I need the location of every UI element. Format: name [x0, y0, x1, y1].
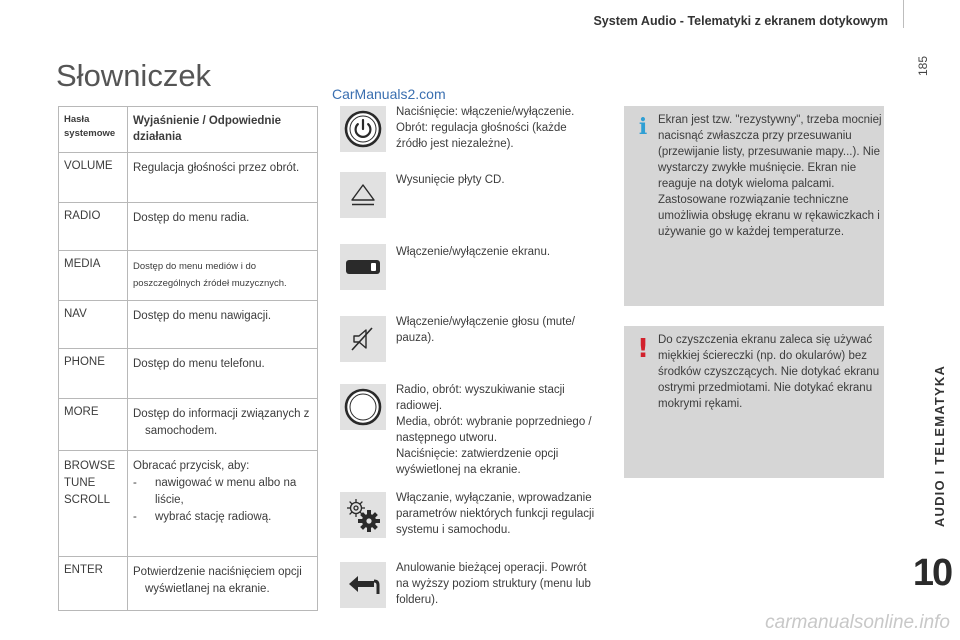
- screen-toggle-desc: Włączenie/wyłączenie ekranu.: [396, 246, 551, 258]
- list-item: - nawigować w menu albo na liście,: [133, 475, 312, 509]
- desc-cell: [128, 349, 318, 399]
- mute-icon: [340, 316, 386, 362]
- term-line: SCROLL: [64, 494, 111, 506]
- table-row: [59, 399, 318, 451]
- term-cell: ENTER: [59, 557, 128, 611]
- desc-cell: [128, 399, 318, 451]
- glossary-table: [58, 106, 318, 611]
- eject-icon: [340, 172, 386, 218]
- header-divider: [903, 0, 904, 28]
- eject-desc: Wysunięcie płyty CD.: [396, 174, 505, 186]
- rotary-knob-desc: [396, 382, 596, 478]
- warning-note-text: Do czyszczenia ekranu zaleca się używać miękkiej ściereczki (np. do okularów) bez środków czyszczących. Nie dotykać ekranu ostrymi przedmiotami. Nie dotykać ekranu mokrymi rękami.: [658, 334, 880, 410]
- header-term: Hasła systemowe: [64, 114, 116, 139]
- power-knob-icon: [340, 106, 386, 152]
- power-knob-desc: Naciśnięcie: włączenie/wyłączenie. Obrót: regulacja głośności (każde źródło jest niezależne).: [396, 106, 575, 150]
- desc-cell: [128, 557, 318, 611]
- table-row: [59, 301, 318, 349]
- desc-text: Dostęp do menu telefonu.: [133, 358, 265, 370]
- term-cell: MEDIA: [59, 251, 128, 301]
- chapter-side-tab: AUDIO I TELEMATYKA: [932, 364, 947, 528]
- term-cell: [59, 451, 128, 557]
- desc-cell: [128, 451, 318, 557]
- settings-gears-desc: Włączanie, wyłączanie, wprowadzanie parametrów niektórych funkcji regulacji systemu i samochodu.: [396, 492, 595, 536]
- term-cell: PHONE: [59, 349, 128, 399]
- desc-text: Regulacja głośności przez obrót.: [133, 162, 300, 174]
- mute-desc: Włączenie/wyłączenie głosu (mute/ pauza).: [396, 316, 575, 344]
- list-item: - wybrać stację radiową.: [133, 509, 312, 526]
- info-note-text: Ekran jest tzw. "rezystywny", trzeba mocniej nacisnąć zwłaszcza przy przesuwaniu (przewijanie listy, przesuwanie mapy...). Nie wystarczy zwykłe muśnięcie. Ekran nie reaguje na dotyk wieloma palcami. Zastosowane rozwiązanie techniczne umożliwia obsługę ekranu w rękawiczkach i używanie go w każdej temperaturze.: [658, 114, 882, 238]
- rotary-knob-icon: [340, 384, 386, 430]
- rotary-knob-desc-line: Naciśnięcie: zatwierdzenie opcji wyświetlonej na ekranie.: [396, 448, 559, 476]
- desc-text: Dostęp do menu mediów i do poszczególnych źródeł muzycznych.: [133, 261, 287, 289]
- table-row: [59, 451, 318, 557]
- screen-toggle-icon: [340, 244, 386, 290]
- table-row: [59, 557, 318, 611]
- term-line: BROWSE: [64, 460, 116, 472]
- desc-cell: [128, 153, 318, 203]
- header-desc: Wyjaśnienie / Odpowiednie działania: [133, 115, 282, 143]
- page-title: Słowniczek: [56, 58, 212, 93]
- desc-text: Dostęp do menu radia.: [133, 212, 250, 224]
- settings-gears-icon: [340, 492, 386, 538]
- rotary-knob-desc-line: Radio, obrót: wyszukiwanie stacji radiowej.: [396, 384, 565, 412]
- table-header-row: [59, 107, 318, 153]
- term-cell: MORE: [59, 399, 128, 451]
- rotary-knob-desc-line: Media, obrót: wybranie poprzedniego / następnego utworu.: [396, 416, 592, 444]
- header-desc-cell: [128, 107, 318, 153]
- watermark-bottom: carmanualsonline.info: [765, 612, 950, 633]
- table-row: [59, 251, 318, 301]
- desc-text: Obracać przycisk, aby:: [133, 460, 250, 472]
- page-number: 185: [916, 55, 930, 77]
- term-cell: NAV: [59, 301, 128, 349]
- term-line: TUNE: [64, 477, 96, 489]
- desc-text: Dostęp do menu nawigacji.: [133, 310, 272, 322]
- term-cell: VOLUME: [59, 153, 128, 203]
- term-cell: RADIO: [59, 203, 128, 251]
- bullet-list: [133, 475, 312, 526]
- table-row: [59, 203, 318, 251]
- header-term-cell: [59, 107, 128, 153]
- back-arrow-desc: Anulowanie bieżącej operacji. Powrót na wyższy poziom struktury (menu lub folderu).: [396, 562, 591, 606]
- warning-note: [624, 326, 884, 478]
- desc-text: Dostęp do informacji związanych z samochodem.: [133, 408, 310, 437]
- back-arrow-icon: [340, 562, 386, 608]
- chapter-number: 10: [912, 552, 952, 594]
- warning-icon: !: [637, 334, 649, 364]
- desc-text: Potwierdzenie naciśnięciem opcji wyświetlanej na ekranie.: [133, 566, 302, 595]
- watermark-top: CarManuals2.com: [332, 86, 446, 102]
- desc-cell: [128, 251, 318, 301]
- desc-cell: [128, 203, 318, 251]
- info-icon: i: [638, 114, 648, 140]
- info-note: [624, 106, 884, 306]
- table-row: [59, 153, 318, 203]
- desc-cell: [128, 301, 318, 349]
- table-row: [59, 349, 318, 399]
- header-title: System Audio - Telematyki z ekranem dotykowym: [593, 14, 888, 28]
